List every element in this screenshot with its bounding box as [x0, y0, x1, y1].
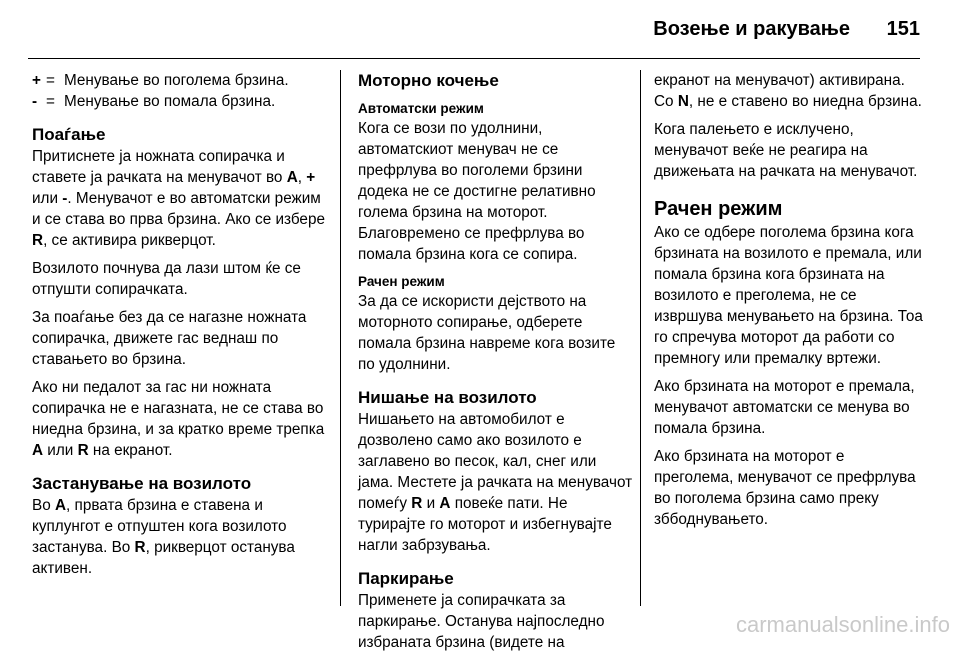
text: ,: [297, 169, 307, 186]
plus-symbol: +: [32, 72, 41, 89]
column-1: [32, 70, 328, 586]
heading-stop: Застанување на возилото: [32, 474, 252, 493]
paragraph: За поаѓање без да се нагазне ножната сопирачка, движете гас веднаш по ставањето во брзина.: [32, 309, 307, 368]
column-2: [358, 70, 634, 660]
column-divider-2: [640, 70, 641, 606]
page-number: 151: [886, 18, 920, 40]
text: на екранот.: [88, 442, 173, 459]
text: , првата брзина е ставена и куплунгот е отпуштен кога возилото застанува. Во: [32, 497, 287, 556]
text: или: [43, 442, 78, 459]
paragraph: [32, 146, 328, 251]
text: , рикверцот останува активен.: [32, 539, 295, 577]
text: и: [422, 495, 440, 512]
heading-rocking: Нишање на возилото: [358, 388, 537, 407]
paragraph: [32, 377, 328, 461]
text: Во: [32, 497, 55, 514]
text: . Менувачот е во автоматски режим и се става во прва брзина. Ако се избере: [32, 190, 325, 228]
minus-definition: [32, 91, 328, 112]
paragraph: [358, 409, 634, 556]
plus-definition: [32, 70, 328, 91]
gear-a: A: [54, 497, 67, 514]
column-divider-1: [340, 70, 341, 606]
gear-plus: +: [306, 169, 316, 186]
gear-minus: -: [62, 190, 68, 207]
watermark: carmanualsonline.info: [735, 612, 950, 637]
heading-parking: Паркирање: [358, 569, 454, 588]
paragraph: [654, 70, 924, 112]
subheading-auto: Автоматски режим: [358, 101, 484, 116]
gear-r: R: [411, 495, 423, 512]
heading-engine-braking: Моторно кочење: [358, 71, 499, 90]
text: екранот на менувачот) активирана. Со: [654, 72, 905, 110]
gear-r: R: [32, 232, 44, 249]
text: Ако ни педалот за гас ни ножната сопирачка не е нагазната, не се става во ниедна брзина, и за кратко време трепка: [32, 379, 325, 438]
minus-symbol: -: [32, 93, 38, 110]
gear-r: R: [134, 539, 146, 556]
paragraph: За да се искористи дејството на моторното сопирање, одберете помала брзина навреме кога возите по удолнини.: [358, 293, 616, 373]
text: повеќе пати. Не турирајте го моторот и избегнувајте нагли забрзувања.: [358, 495, 612, 554]
text: , се активира рикверцот.: [43, 232, 216, 249]
heading-start: Поаѓање: [32, 125, 106, 144]
page-header: [0, 14, 960, 46]
column-3: [654, 70, 924, 537]
subheading-manual: Рачен режим: [358, 274, 445, 289]
plus-description: Менување во поголема брзина.: [64, 72, 289, 89]
text: , не е ставено во ниедна брзина.: [688, 93, 922, 110]
gear-a: A: [32, 442, 44, 459]
gear-n: N: [677, 93, 689, 110]
gear-a: A: [286, 169, 298, 186]
equals-sign: =: [46, 72, 55, 89]
gear-r: R: [77, 442, 89, 459]
header-divider: [28, 58, 920, 59]
equals-sign: =: [46, 93, 55, 110]
paragraph: Применете ја сопирачката за паркирање. Останува најпоследно избраната брзина (видете на: [358, 592, 605, 651]
text: Притиснете ја ножната сопирачка и ставете ја рачката на менувачот во: [32, 148, 287, 186]
paragraph: Кога се вози по удолнини, автоматскиот менувач не се префрлува во поголеми брзини додека не се достигне релативно голема брзина на моторот. Благовремено се префрлува во помала брзина кога се сопира.: [358, 120, 596, 263]
page-title: Возење и ракување: [653, 18, 850, 40]
minus-description: Менување во помала брзина.: [64, 93, 276, 110]
paragraph: Ако се одбере поголема брзина кога брзината на возилото е премала, или помала брзина кога брзината на возилото е преголема, не се извршува менувањето на брзина. Тоа го спречува моторот да работи со премногу или премалку вртежи.: [654, 224, 923, 367]
text: Нишањето на автомобилот е дозволено само ако возилото е заглавено во песок, кал, снег или јама. Местете ја рачката на менувачот помеѓу: [358, 411, 633, 512]
paragraph: [32, 495, 328, 579]
paragraph: Кога палењето е исклучено, менувачот веќе не реагира на движењата на рачката на менувачот.: [654, 121, 918, 180]
gear-a: A: [439, 495, 451, 512]
text: или: [32, 190, 63, 207]
paragraph: Ако брзината на моторот е преголема, менувачот се префрлува во поголема брзина само преку зббоднувањето.: [654, 448, 916, 528]
paragraph: Ако брзината на моторот е премала, менувачот автоматски се менува во помала брзина.: [654, 378, 915, 437]
paragraph: Возилото почнува да лази штом ќе се отпушти сопирачката.: [32, 260, 301, 298]
heading-manual-mode: Рачен режим: [654, 198, 783, 220]
